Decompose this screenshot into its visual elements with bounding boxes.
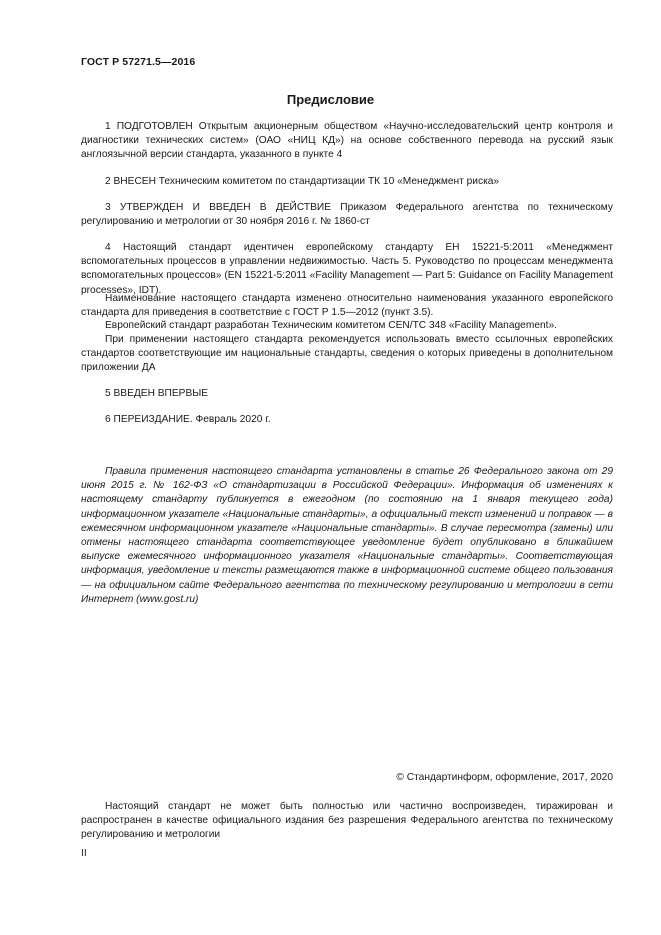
foreword-item-1: 1 ПОДГОТОВЛЕН Открытым акционерным обществом «Научно-исследовательский центр контроля и диагностики технических систем» (ОАО «НИЦ КД») на основе собственного перевода на русский язык англоязычной версии стандарта, указанного в пункте 4	[81, 121, 613, 161]
standard-code-header: ГОСТ Р 57271.5—2016	[81, 56, 196, 68]
foreword-item-4-developer: Европейский стандарт разработан Техническим комитетом CEN/TC 348 «Facility Management».	[105, 320, 557, 331]
foreword-item-4: 4 Настоящий стандарт идентичен европейскому стандарту ЕН 15221-5:2011 «Менеджмент вспомогательных процессов в управлении недвижимостью. Часть 5. Руководство по процессам менеджмента вспомогательных процессов» (EN 15221-5:2011 «Facility Management — Part 5: Guidance on Facility Management processes», IDT).	[81, 242, 613, 296]
foreword-item-3: 3 УТВЕРЖДЕН И ВВЕДЕН В ДЕЙСТВИЕ Приказом Федерального агентства по техническому регулированию и метрологии от 30 ноября 2016 г. № 1860-ст	[81, 202, 613, 228]
reproduction-notice: Настоящий стандарт не может быть полностью или частично воспроизведен, тиражирован и распространен в качестве официального издания без разрешения Федерального агентства по техническому регулированию и метрологии	[81, 801, 613, 841]
foreword-item-5: 5 ВВЕДЕН ВПЕРВЫЕ	[105, 388, 209, 399]
foreword-item-4-application: При применении настоящего стандарта рекомендуется использовать вместо ссылочных европейских стандартов соответствующие им национальные стандарты, сведения о которых приведены в дополнительном приложении ДА	[81, 334, 613, 374]
foreword-item-4-name-change: Наименование настоящего стандарта изменено относительно наименования указанного европейского стандарта для приведения в соответствие с ГОСТ Р 1.5—2012 (пункт 3.5).	[81, 293, 613, 319]
foreword-title: Предисловие	[286, 92, 375, 107]
rules-notice: Правила применения настоящего стандарта установлены в статье 26 Федерального закона от 29 июня 2015 г. № 162-ФЗ «О стандартизации в Российской Федерации». Информация об изменениях к настоящему стандарту публикуется в ежегодном (по состоянию на 1 января текущего года) информационном указателе «Национальные стандарты», а официальный текст изменений и поправок — в ежемесячном информационном указателе «Национальные стандарты». В случае пересмотра (замены) или отмены настоящего стандарта соответствующее уведомление будет опубликовано в ближайшем выпуске ежемесячного информационного указателя «Национальные стандарты». Соответствующая информация, уведомление и тексты размещаются также в информационной системе общего пользования — на официальном сайте Федерального агентства по техническому регулированию и метрологии в сети Интернет (www.gost.ru)	[81, 466, 613, 605]
foreword-item-6: 6 ПЕРЕИЗДАНИЕ. Февраль 2020 г.	[105, 414, 271, 425]
page-number: II	[81, 848, 87, 859]
foreword-item-2: 2 ВНЕСЕН Техническим комитетом по стандартизации ТК 10 «Менеджмент риска»	[105, 176, 500, 187]
copyright-line: © Стандартинформ, оформление, 2017, 2020	[396, 772, 613, 783]
